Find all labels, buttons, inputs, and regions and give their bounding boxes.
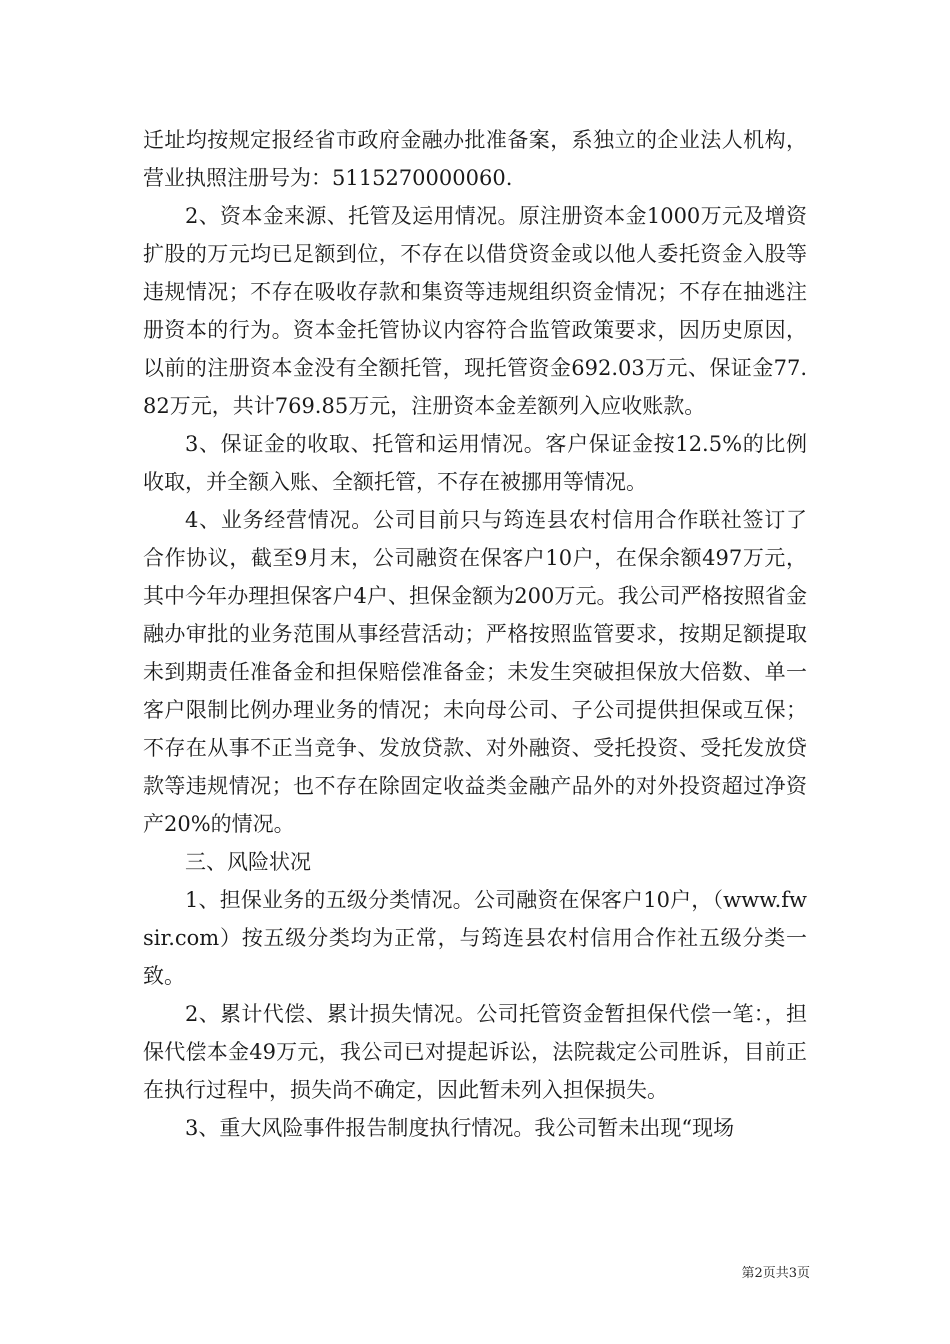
page-number: 第2页共3页: [741, 1266, 810, 1281]
paragraph-capital: 2、资本金来源、托管及运用情况。原注册资本金1000万元及增资扩股的万元均已足额到位，不存在以借贷资金或以他人委托资金入股等违规情况；不存在吸收存款和集资等违规组织资金情况；不存在抽逃注册资本的行为。资本金托管协议内容符合监管政策要求，因历史原因，以前的注册资本金没有全额托管，现托管资金692.03万元、保证金77.82万元，共计769.85万元，注册资本金差额列入应收账款。: [143, 204, 807, 418]
paragraph-classification: 1、担保业务的五级分类情况。公司融资在保客户10户，（www.fwsir.com）按五级分类均为正常，与筠连县农村信用合作社五级分类一致。: [143, 888, 807, 988]
section-heading-risk: 三、风险状况: [185, 850, 311, 874]
paragraph-compensation: 2、累计代偿、累计损失情况。公司托管资金暂担保代偿一笔：，担保代偿本金49万元，我公司已对提起诉讼，法院裁定公司胜诉，目前正在执行过程中，损失尚不确定，因此暂未列入担保损失。: [143, 1002, 807, 1102]
document-body: [143, 121, 807, 1147]
paragraph-deposit: 3、保证金的收取、托管和运用情况。客户保证金按12.5%的比例收取，并全额入账、全额托管，不存在被挪用等情况。: [143, 432, 807, 494]
paragraph-intro-continued: 迁址均按规定报经省市政府金融办批准备案，系独立的企业法人机构，营业执照注册号为：5115270000060.: [143, 128, 807, 190]
paragraph-business: 4、业务经营情况。公司目前只与筠连县农村信用合作联社签订了合作协议，截至9月末，公司融资在保客户10户，在保余额497万元，其中今年办理担保客户4户、担保金额为200万元。我公司严格按照省金融办审批的业务范围从事经营活动；严格按照监管要求，按期足额提取未到期责任准备金和担保赔偿准备金；未发生突破担保放大倍数、单一客户限制比例办理业务的情况；未向母公司、子公司提供担保或互保；不存在从事不正当竞争、发放贷款、对外融资、受托投资、受托发放贷款等违规情况；也不存在除固定收益类金融产品外的对外投资超过净资产20%的情况。: [143, 508, 807, 836]
paragraph-major-risk: 3、重大风险事件报告制度执行情况。我公司暂未出现“现场: [185, 1116, 735, 1140]
